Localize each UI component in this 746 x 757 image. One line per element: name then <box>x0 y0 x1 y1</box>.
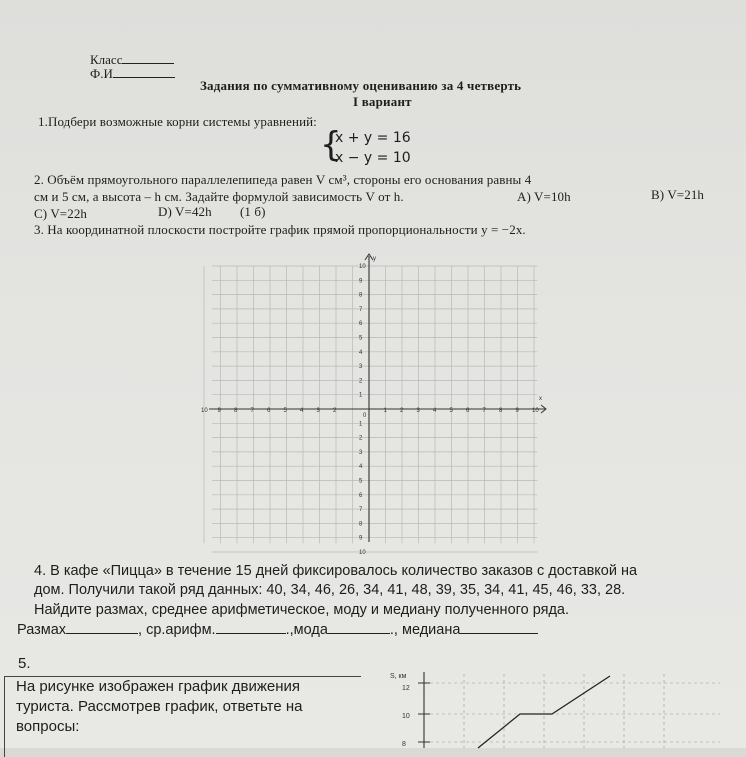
q4-line-3: Найдите размах, среднее арифметическое, моду и медиану полученного ряда. <box>34 602 569 618</box>
q2-line-2: см и 5 см, а высота – h см. Задайте формулой зависимость V от h. <box>34 189 404 204</box>
y-tick: 10 <box>359 264 366 270</box>
x-tick: 10 <box>532 408 539 414</box>
y-tick: 6 <box>359 321 363 328</box>
x-tick: 5 <box>449 408 453 414</box>
q4-answer-row <box>17 622 538 638</box>
q4-line-2: дом. Получили такой ряд данных: 40, 34, 46, 26, 34, 41, 48, 39, 35, 34, 41, 45, 46, 33, 28. <box>34 582 626 598</box>
y-tick: 2 <box>359 378 363 385</box>
x-tick: 10 <box>201 408 208 414</box>
median-blank[interactable] <box>460 622 538 634</box>
y-tick: 3 <box>359 449 363 456</box>
x-tick: 5 <box>283 408 287 414</box>
x-tick: 9 <box>217 408 221 414</box>
x-axis-label: x <box>539 396 542 402</box>
tourist-motion-graph <box>380 668 725 748</box>
q1-text: 1.Подбери возможные корни системы уравнений: <box>38 114 317 129</box>
x-tick: 7 <box>250 408 254 414</box>
q5-line-2: туриста. Рассмотрев график, ответьте на <box>16 698 303 715</box>
motion-graph-tick-label: 12 <box>402 685 410 692</box>
mean-blank[interactable] <box>216 622 286 634</box>
motion-graph-tick-label: 8 <box>402 741 406 748</box>
class-blank[interactable] <box>122 52 174 64</box>
y-tick: 1 <box>359 392 363 399</box>
y-tick: 4 <box>359 464 363 471</box>
class-label: Класс <box>90 52 123 67</box>
x-tick: 4 <box>433 408 437 414</box>
q5-line-1: На рисунке изображен график движения <box>16 678 300 695</box>
variant-label: I вариант <box>353 94 412 109</box>
q5-number: 5. <box>18 655 31 672</box>
origin-label: 0 <box>363 413 367 419</box>
y-tick: 5 <box>359 478 363 485</box>
y-tick: 1 <box>359 421 363 428</box>
q1-equation-1: x + y = 16 <box>335 130 411 146</box>
range-label: Размах <box>17 622 67 638</box>
q3-text: 3. На координатной плоскости постройте график прямой пропорциональности y = −2x. <box>34 222 526 237</box>
y-ticks-negative <box>359 421 366 556</box>
y-tick: 8 <box>359 292 363 299</box>
q1-equation-2: x − y = 10 <box>335 150 411 166</box>
x-tick: 4 <box>300 408 304 414</box>
q2-option-a[interactable]: A) V=10h <box>517 189 571 204</box>
y-tick: 3 <box>359 364 363 371</box>
q2-points: (1 б) <box>240 204 266 219</box>
x-tick: 8 <box>499 408 503 414</box>
y-ticks-positive <box>359 264 366 399</box>
q4-line-1: 4. В кафе «Пицца» в течение 15 дней фиксировалось количество заказов с доставкой на <box>34 563 638 579</box>
motion-graph-y-label: S, км <box>390 673 407 680</box>
y-axis-label: y <box>373 256 376 262</box>
motion-graph-grid <box>424 674 720 748</box>
y-tick: 7 <box>359 507 363 514</box>
q2-option-c[interactable]: C) V=22h <box>34 206 88 221</box>
q2-option-b[interactable]: B) V=21h <box>651 187 705 202</box>
y-tick: 4 <box>359 349 363 356</box>
name-blank[interactable] <box>113 66 175 78</box>
x-tick: 3 <box>416 408 420 414</box>
x-tick: 2 <box>333 408 337 414</box>
name-label: Ф.И <box>90 66 113 81</box>
y-tick: 9 <box>359 278 363 285</box>
name-field <box>90 66 175 82</box>
median-label: ., медиана <box>389 622 461 638</box>
mean-label: , ср.арифм. <box>138 622 216 638</box>
page-title: Задания по суммативному оцениванию за 4 четверть <box>200 78 522 93</box>
y-tick: 9 <box>359 535 363 542</box>
y-tick: 7 <box>359 306 363 313</box>
motion-graph-tick-label: 10 <box>402 713 410 720</box>
q2-option-d[interactable]: D) V=42h <box>158 204 212 219</box>
mode-blank[interactable] <box>328 622 390 634</box>
y-tick: 10 <box>359 550 366 556</box>
x-tick: 9 <box>515 408 519 414</box>
y-tick: 5 <box>359 335 363 342</box>
system-brace: { <box>320 125 342 165</box>
x-tick: 2 <box>400 408 404 414</box>
y-tick: 8 <box>359 521 363 528</box>
x-tick: 7 <box>482 408 486 414</box>
mode-label: .,мода <box>285 622 328 638</box>
y-tick: 6 <box>359 492 363 499</box>
range-blank[interactable] <box>66 622 138 634</box>
coordinate-plane[interactable] <box>201 250 550 556</box>
y-tick: 2 <box>359 435 363 442</box>
x-tick: 6 <box>466 408 470 414</box>
q5-line-3: вопросы: <box>16 718 80 735</box>
x-tick: 3 <box>316 408 320 414</box>
x-tick: 8 <box>234 408 238 414</box>
q2-line-1: 2. Объём прямоугольного параллелепипеда равен V см³, стороны его основания равны 4 <box>34 172 532 187</box>
x-tick: 6 <box>267 408 271 414</box>
x-tick: 1 <box>383 408 387 414</box>
